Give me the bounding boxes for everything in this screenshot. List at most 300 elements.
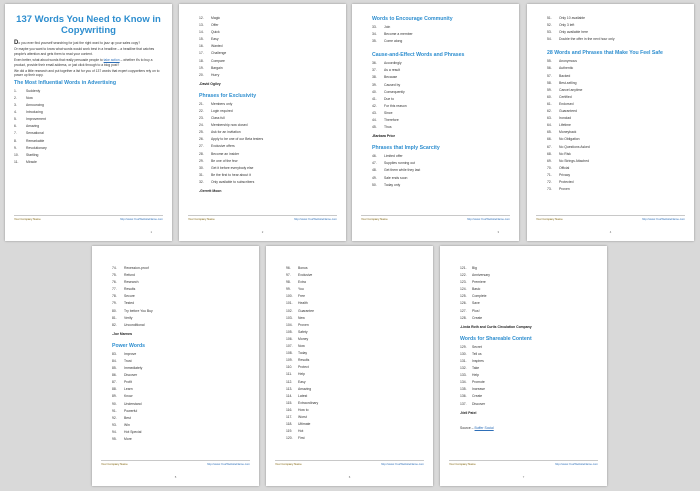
item-number: 95. (112, 436, 117, 441)
item-number: 33. (372, 25, 377, 29)
item-number: 2. (14, 95, 17, 100)
item-number: 101. (286, 301, 293, 306)
item-word: Hurry (211, 72, 220, 77)
list-item (286, 309, 424, 316)
list-item (199, 16, 337, 23)
list-item (14, 117, 163, 124)
item-number: 104. (286, 322, 293, 327)
item-word: Double the offer in the next hour only (559, 37, 615, 42)
list-item (199, 109, 337, 116)
list-item (460, 359, 598, 366)
item-number: 78. (112, 294, 117, 299)
item-number: 8. (14, 138, 17, 143)
item-word: Refund (124, 273, 135, 278)
item-number: 116. (286, 407, 293, 412)
list-item (199, 51, 337, 58)
item-number: 121. (460, 266, 467, 270)
list-item (547, 109, 685, 116)
item-number: 3. (14, 103, 17, 108)
list-item (112, 366, 250, 373)
list-item (372, 168, 510, 175)
drop-cap: D (14, 40, 19, 46)
item-word: Challenge (211, 51, 227, 56)
list-item (286, 436, 424, 443)
list-item (112, 380, 250, 387)
item-number: 57. (547, 73, 552, 78)
list-item (112, 359, 250, 366)
list-item (372, 125, 510, 132)
item-word: Results (124, 287, 136, 292)
item-number: 91. (112, 408, 117, 413)
attribution: -Neil Patel (460, 410, 477, 415)
item-word: Exclusive (298, 273, 313, 278)
list-item (372, 111, 510, 118)
item-number: 84. (112, 358, 117, 363)
item-word: Introducing (26, 110, 43, 115)
item-number: 1. (14, 88, 17, 93)
item-number: 65. (547, 130, 552, 135)
item-number: 137. (460, 401, 467, 406)
list-item (112, 394, 250, 401)
word-list (372, 25, 510, 46)
list-item (14, 89, 163, 96)
item-number: 47. (372, 161, 377, 166)
item-number: 77. (112, 287, 117, 292)
page-footer (14, 215, 163, 221)
item-number: 106. (286, 336, 293, 341)
item-word: Recession-proof (124, 266, 149, 270)
item-word: Basic (472, 287, 481, 292)
item-word: Protected (559, 179, 574, 184)
item-number: 120. (286, 436, 293, 441)
attribution: -Joe Marrow (112, 331, 132, 336)
item-word: No Questions Asked (559, 144, 590, 149)
list-item (372, 104, 510, 111)
item-number: 124. (460, 287, 467, 292)
item-word: Members only (211, 101, 233, 106)
list-item (286, 337, 424, 344)
item-word: Profit (124, 380, 132, 385)
item-number: 103. (286, 315, 293, 320)
item-word: Moneyback (559, 130, 577, 135)
item-word: Increase (472, 387, 486, 392)
document-page (527, 4, 694, 241)
list-item (112, 352, 250, 359)
company-name: Your Company Name (188, 217, 215, 221)
list-item (372, 83, 510, 90)
page-footer (536, 215, 685, 221)
item-number: 118. (286, 422, 293, 427)
item-word: More (124, 436, 132, 441)
list-item (547, 81, 685, 88)
item-word: Now (298, 344, 305, 349)
item-number: 11. (14, 159, 19, 164)
list-item (199, 152, 337, 159)
item-word: Miracle (26, 159, 37, 164)
item-word: Magic (211, 16, 221, 20)
item-number: 27. (199, 144, 204, 149)
list-item (547, 88, 685, 95)
item-number: 37. (372, 68, 377, 73)
item-number: 111. (286, 372, 293, 377)
item-word: Help (298, 372, 305, 377)
list-item (460, 373, 598, 380)
word-list (372, 154, 510, 189)
website-link[interactable]: http://www.YourWebsiteName.com (381, 462, 424, 466)
item-number: 74. (112, 266, 117, 270)
item-word: Authentic (559, 66, 574, 71)
list-item (547, 23, 685, 30)
item-word: Protect (298, 365, 309, 370)
list-item (112, 280, 250, 287)
list-item (372, 161, 510, 168)
word-list (547, 59, 685, 194)
list-item (199, 166, 337, 173)
list-item (372, 68, 510, 75)
item-number: 69. (547, 158, 552, 163)
item-number: 117. (286, 414, 293, 419)
item-word: Only 3 left (559, 23, 575, 28)
item-word: Tell us (472, 351, 482, 356)
item-number: 41. (372, 96, 377, 101)
item-word: Startling (26, 152, 39, 157)
item-number: 98. (286, 280, 291, 285)
list-item (199, 66, 337, 73)
list-item (372, 176, 510, 183)
list-item (286, 301, 424, 308)
company-name: Your Company Name (101, 462, 128, 466)
list-item (14, 139, 163, 146)
item-word: Premiere (472, 280, 486, 285)
website-link[interactable]: http://www.YourWebsiteName.com (120, 217, 163, 221)
list-item (460, 266, 598, 273)
item-word: Ultimate (298, 422, 311, 427)
list-item (547, 74, 685, 81)
take-action-link[interactable]: take action (103, 58, 120, 63)
item-number: 30. (199, 165, 204, 170)
item-number: 17. (199, 51, 204, 56)
item-word: Suddenly (26, 88, 41, 93)
item-number: 136. (460, 394, 467, 399)
item-number: 71. (547, 172, 552, 177)
list-item (460, 280, 598, 287)
list-item (199, 180, 337, 187)
list-item (14, 153, 163, 160)
list-item (286, 266, 424, 273)
item-number: 67. (547, 144, 552, 149)
item-word: Login required (211, 108, 233, 113)
item-word: Worst (298, 414, 307, 419)
item-number: 60. (547, 94, 552, 99)
list-item (286, 394, 424, 401)
item-word: Become a member (384, 32, 413, 37)
page-footer (275, 460, 424, 466)
item-word: Best-selling (559, 80, 577, 85)
item-number: 86. (112, 373, 117, 378)
item-word: Limited offer (384, 154, 403, 159)
list-item (199, 116, 337, 123)
item-word: Unconditional (124, 322, 145, 327)
list-item (286, 287, 424, 294)
list-item (199, 137, 337, 144)
item-word: Help (472, 373, 479, 378)
item-number: 105. (286, 329, 293, 334)
item-number: 56. (547, 66, 552, 71)
website-link[interactable]: http://www.YourWebsiteName.com (555, 462, 598, 466)
item-number: 42. (372, 103, 377, 108)
item-word: Secret (472, 344, 482, 349)
list-item (547, 130, 685, 137)
item-word: Be the first to hear about it (211, 172, 251, 177)
item-number: 125. (460, 294, 467, 299)
list-item (460, 380, 598, 387)
item-number: 6. (14, 124, 17, 129)
source-label: Source – (460, 425, 474, 430)
item-number: 94. (112, 429, 117, 434)
item-number: 90. (112, 401, 117, 406)
item-number: 4. (14, 110, 17, 115)
item-word: Research (124, 280, 139, 285)
list-item (199, 173, 337, 180)
word-list (199, 102, 337, 187)
section-heading: Words to Encourage Community (372, 16, 453, 22)
page-content (14, 80, 163, 167)
list-item (199, 37, 337, 44)
item-number: 9. (14, 145, 17, 150)
list-item (286, 422, 424, 429)
item-number: 99. (286, 287, 291, 292)
list-item (372, 25, 510, 32)
item-word: Backed (559, 73, 571, 78)
list-item (547, 166, 685, 173)
item-number: 92. (112, 415, 117, 420)
item-number: 62. (547, 109, 552, 114)
page-content (286, 266, 424, 443)
page-content (460, 266, 598, 416)
item-number: 85. (112, 366, 117, 371)
item-word: Create (472, 394, 483, 399)
item-number: 127. (460, 308, 467, 313)
item-number: 20. (199, 72, 204, 77)
item-word: Ask for an invitation (211, 130, 241, 135)
page-content (199, 16, 337, 194)
item-word: Understand (124, 401, 142, 406)
list-item (286, 358, 424, 365)
page-number: 6 (348, 475, 351, 479)
item-word: Learn (124, 387, 133, 392)
item-number: 23. (199, 116, 204, 121)
item-word: Announcing (26, 103, 44, 108)
item-word: Try before You Buy (124, 308, 153, 313)
item-word: Money (298, 336, 309, 341)
section-heading: The Most Influential Words in Advertising (14, 79, 117, 86)
item-number: 82. (112, 322, 117, 327)
item-word: Improve (124, 351, 137, 356)
item-number: 63. (547, 116, 552, 121)
list-item (460, 394, 598, 401)
list-item (199, 59, 337, 66)
item-number: 55. (547, 59, 552, 64)
list-item (286, 415, 424, 422)
list-item (14, 110, 163, 117)
source-link[interactable]: Buffer Social (474, 425, 494, 430)
item-word: Save (472, 301, 480, 306)
item-number: 114. (286, 393, 293, 398)
item-number: 76. (112, 280, 117, 285)
company-name: Your Company Name (14, 217, 41, 221)
item-word: Bargain (211, 65, 223, 70)
item-word: Guarantee (298, 308, 315, 313)
list-item (112, 287, 250, 294)
item-word: Free (298, 294, 305, 299)
item-word: Amazing (298, 386, 312, 391)
company-name: Your Company Name (449, 462, 476, 466)
item-word: Health (298, 301, 308, 306)
item-word: For this reason (384, 103, 407, 108)
item-word: Official (559, 165, 570, 170)
item-number: 64. (547, 123, 552, 128)
list-item (547, 173, 685, 180)
list-item (372, 75, 510, 82)
list-item (460, 309, 598, 316)
page-number: 7 (522, 475, 525, 479)
list-item (14, 103, 163, 110)
item-word: Know (124, 394, 133, 399)
item-number: 100. (286, 294, 293, 299)
item-word: Privacy (559, 172, 571, 177)
website-link[interactable]: http://www.YourWebsiteName.com (207, 462, 250, 466)
item-number: 25. (199, 130, 204, 135)
item-number: 119. (286, 429, 293, 434)
item-word: You (298, 287, 304, 292)
section-heading: Power Words (112, 342, 146, 349)
item-number: 48. (372, 168, 377, 173)
list-item (460, 316, 598, 323)
list-item (372, 61, 510, 68)
intro-text: – whether it's to buy a product, provide their email address, or just click through to a blog post? (14, 58, 153, 67)
item-number: 10. (14, 152, 19, 157)
list-item (547, 180, 685, 187)
list-item (460, 273, 598, 280)
item-number: 39. (372, 82, 377, 87)
list-item (547, 137, 685, 144)
item-number: 5. (14, 117, 17, 122)
item-word: Trust (124, 358, 132, 363)
item-word: Anniversary (472, 273, 490, 278)
list-item (14, 146, 163, 153)
item-word: How to (298, 407, 309, 412)
item-number: 80. (112, 308, 117, 313)
list-item (14, 96, 163, 103)
website-link[interactable]: http://www.YourWebsiteName.com (467, 217, 510, 221)
item-word: Exclusive offers (211, 144, 235, 149)
item-word: Anonymous (559, 59, 577, 64)
page-footer (449, 460, 598, 466)
list-item (286, 330, 424, 337)
document-page (5, 4, 172, 241)
item-number: 32. (199, 179, 204, 184)
list-item (372, 39, 510, 46)
intro-text: Even better, what about words that really persuade people to (14, 58, 104, 63)
list-item (199, 144, 337, 151)
item-word: Ironclad (559, 116, 572, 121)
item-word: No Strings Attached (559, 158, 589, 163)
list-item (547, 159, 685, 166)
item-number: 96. (286, 266, 291, 270)
list-item (286, 372, 424, 379)
item-number: 26. (199, 137, 204, 142)
page-content (372, 16, 510, 190)
website-link[interactable]: http://www.YourWebsiteName.com (642, 217, 685, 221)
intro-paragraph (14, 58, 163, 67)
item-word: Amazing (26, 124, 40, 129)
section-heading: Phrases that Imply Scarcity (372, 145, 440, 152)
list-item (14, 131, 163, 138)
item-number: 61. (547, 101, 552, 106)
website-link[interactable]: http://www.YourWebsiteName.com (294, 217, 337, 221)
item-number: 72. (547, 179, 552, 184)
item-word: Big (472, 266, 477, 270)
item-number: 35. (372, 39, 377, 44)
item-number: 130. (460, 351, 467, 356)
item-word: Consequently (384, 89, 405, 94)
list-item (460, 345, 598, 352)
list-item (199, 23, 337, 30)
item-word: Supplies running out (384, 161, 415, 166)
list-item (460, 366, 598, 373)
item-word: Verify (124, 315, 133, 320)
item-word: Discover (472, 401, 486, 406)
list-item (199, 130, 337, 137)
document-page (266, 246, 433, 486)
item-word: Discover (124, 373, 138, 378)
list-item (112, 416, 250, 423)
item-number: 45. (372, 125, 377, 130)
list-item (286, 380, 424, 387)
page-number: 4 (609, 230, 612, 234)
list-item (199, 30, 337, 37)
item-word: Lifetime (559, 123, 571, 128)
item-word: Offer (211, 23, 219, 28)
page-number: 1 (150, 230, 152, 234)
item-word: Plus! (472, 308, 480, 313)
list-item (372, 183, 510, 190)
word-list (286, 266, 424, 443)
item-number: 83. (112, 351, 117, 356)
item-number: 28. (199, 151, 204, 156)
item-word: Guaranteed (559, 109, 577, 114)
source-line (460, 426, 598, 430)
list-item (286, 387, 424, 394)
item-number: 132. (460, 366, 467, 371)
list-item (372, 154, 510, 161)
list-item (112, 387, 250, 394)
list-item (547, 145, 685, 152)
document-page (352, 4, 519, 241)
item-word: Results (298, 358, 310, 363)
item-number: 46. (372, 154, 377, 159)
section-heading: Phrases for Exclusivity (199, 92, 257, 99)
word-list (14, 89, 163, 167)
list-item (547, 116, 685, 123)
item-word: Cancel anytime (559, 87, 583, 92)
company-name: Your Company Name (275, 462, 302, 466)
list-item (547, 102, 685, 109)
word-list (112, 352, 250, 444)
page-content (547, 16, 685, 194)
item-number: 29. (199, 158, 204, 163)
list-item (372, 90, 510, 97)
